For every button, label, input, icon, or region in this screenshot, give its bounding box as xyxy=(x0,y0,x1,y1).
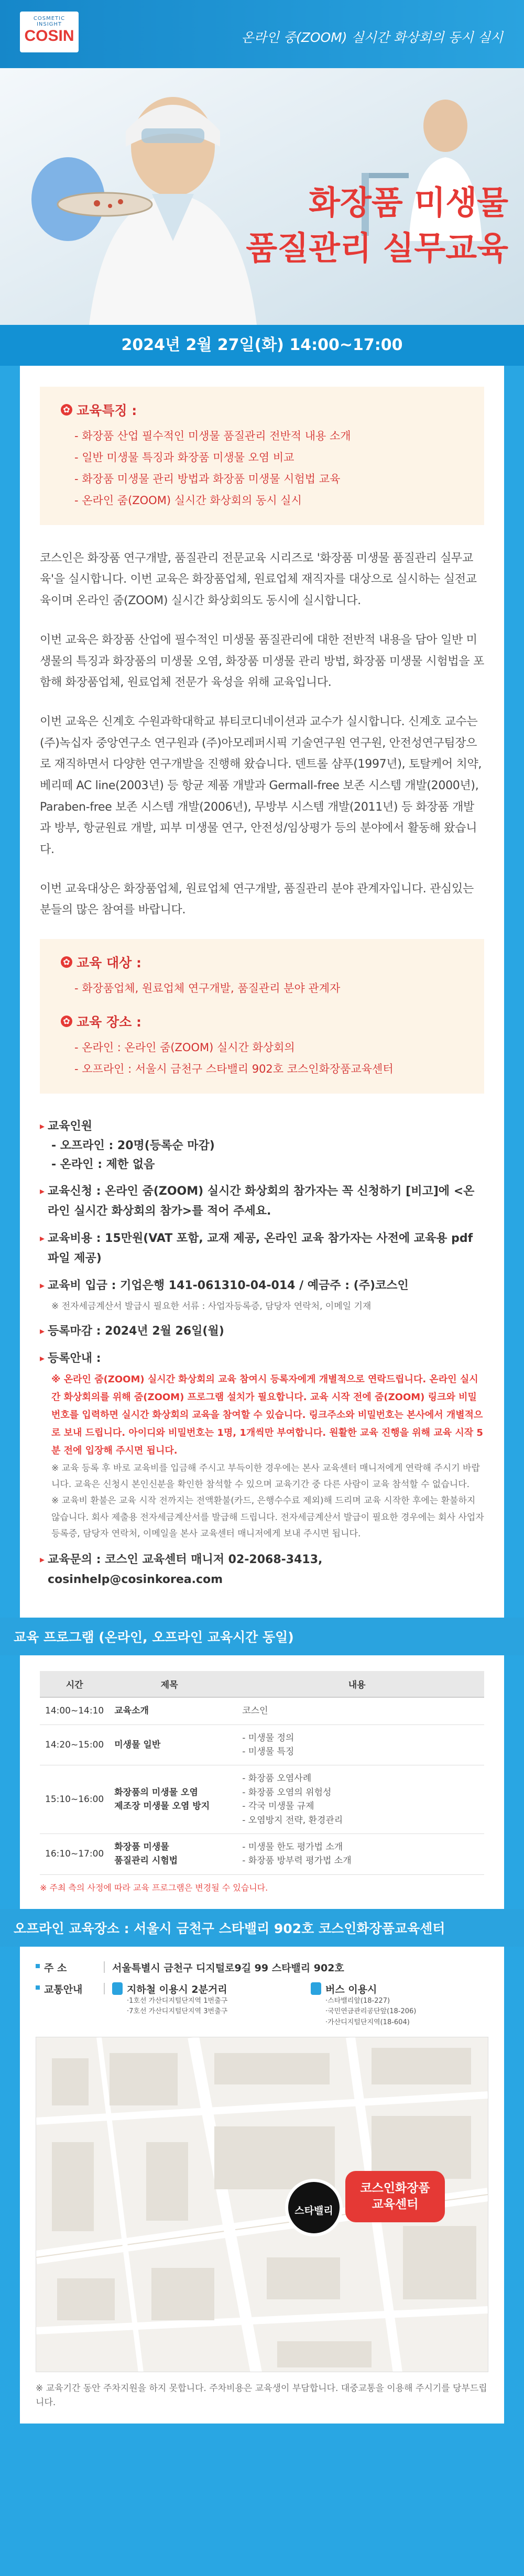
subway-icon xyxy=(112,1982,123,1995)
personnel-label: 교육인원 xyxy=(48,1119,93,1133)
features-box xyxy=(40,387,484,525)
row-content xyxy=(230,1724,484,1765)
bottom-padding xyxy=(20,2424,504,2439)
subway-title xyxy=(112,1982,290,1996)
hero-title-line2: 품질관리 실무교육 xyxy=(246,229,508,267)
location-wrap xyxy=(20,1947,504,2424)
row-time: 16:10~17:00 xyxy=(40,1833,109,1874)
bus-title-text: 버스 이용시 xyxy=(325,1983,377,1995)
flower-icon: ✿ xyxy=(61,1016,72,1027)
bus-icon xyxy=(311,1982,321,1995)
subway-info xyxy=(112,1982,290,2028)
hero-tagline: 온라인 중(ZOOM) 실시간 화상회의 동시 실시 xyxy=(241,30,503,45)
parking-note: ※ 교육기간 동안 주차지원을 하지 못합니다. 주차비용은 교육생이 부담합니다. 대중교통을 이용해 주시기를 당부드립니다. xyxy=(36,2383,487,2408)
features-title-text: 교육특징 : xyxy=(77,403,137,418)
instructor-paragraph: 이번 교육은 신계호 수원과학대학교 뷰티코디네이션과 교수가 실시합니다. 신계호 교수는 (주)녹십자 중앙연구소 연구원과 (주)아모레퍼시픽 기술연구원 연구원, 안전성연구팀장으로 재직하면서 다양한 연구개발을 진행해 왔습니다. 덴트롤 샴푸(1997년), 토탈케어 치약, 베리떼 AC line(2003년) 등 항균 제품 개발과 Germall-free 보존 시스템 개발(2000년), Paraben-free 보존 시스템 개발(2006년), 무방부 시스템 개발(2011년) 등 화장품 개발과 방부, 항균원료 개발, 피부 미생물 연구, 안전성/임상평가 등의 분야에서 활동해 왔습니다. xyxy=(40,715,482,856)
guide-row xyxy=(40,1349,484,1369)
account-note: ※ 전자세금계산서 발급시 필요한 서류 : 사업자등록증, 담당자 연락처, 이메일 기재 xyxy=(51,1301,372,1312)
table-row xyxy=(40,1833,484,1874)
transport-row xyxy=(36,1982,488,2028)
logo-main: COSIN xyxy=(24,27,74,45)
guide-gray-note: ※ 교육 등록 후 바로 교육비를 입금해 주시고 부득이한 경우에는 본사 교육센터 매니저에게 연락해 주시기 바랍니다. 교육은 신청시 본인신분을 확인한 참석할 수 있으며 교육기간 중 다른 사람이 교육 참석할 수 없습니다. xyxy=(51,1462,480,1490)
program-section-header: 교육 프로그램 (온라인, 오프라인 교육시간 동일) xyxy=(0,1618,524,1655)
intro-paragraph: 코스인은 화장품 연구개발, 품질관리 전문교육 시리즈로 '화장품 미생물 품질관리 실무교육'을 실시합니다. 이번 교육은 화장품업체, 원료업체 재직자를 대상으로 실시하는 실전교육이며 온라인 줌(ZOOM) 실시간 화상회의도 동시에 실시합니다. xyxy=(40,551,477,608)
bus-line: ·가산디지털단지역(18-604) xyxy=(325,2018,410,2027)
bus-info xyxy=(311,1982,488,2028)
feature-item: - 화장품 미생물 관리 방법과 화장품 미생물 시험법 교육 xyxy=(74,472,341,485)
account-row xyxy=(40,1276,484,1296)
flower-icon: ✿ xyxy=(61,956,72,968)
transport-label: 교통안내 xyxy=(36,1982,104,1996)
map-center-label: 코스인화장품 교육센터 xyxy=(345,2171,445,2222)
hero-banner xyxy=(0,0,524,325)
guide-gray-note: ※ 교육비 환불은 교육 시작 전까지는 전액환불(카드, 은행수수료 제외)해 드리며 교육 시작한 후에는 환불하지 않습니다. 회사 제출용 전자세금계산서를 발급해 드립니다. 전자세금계산서 발급이 필요한 경우에는 회사 사업자등록증, 담당자 연락처, 이메일을 본사 교육센터 매니저에게 보내 주시면 됩니다. xyxy=(51,1496,484,1540)
row-content-line: - 화장품 오염사례 xyxy=(242,1773,312,1784)
event-date-band: 2024년 2월 27일(화) 14:00~17:00 xyxy=(0,325,524,366)
personnel-item: - 온라인 : 제한 없음 xyxy=(51,1158,155,1172)
guide-label: 등록안내 : xyxy=(48,1351,101,1365)
divider xyxy=(104,1961,105,1973)
row-content xyxy=(230,1765,484,1833)
logo-sub: COSMETIC INSIGHT xyxy=(33,16,66,27)
row-content-line: - 화장품 방부력 평가법 소개 xyxy=(242,1855,352,1866)
hero-title-line1: 화장품 미생물 xyxy=(309,183,508,222)
hero-topbar xyxy=(0,0,524,68)
row-subject: 화장품의 미생물 오염 제조장 미생물 오염 방지 xyxy=(109,1765,230,1833)
fee-text: 교육비용 : 15만원(VAT 포함, 교재 제공, 온라인 교육 참가자는 사전에 교육용 pdf 파일 제공) xyxy=(48,1232,473,1265)
feature-item: - 일반 미생물 특징과 화장품 미생물 오염 비교 xyxy=(74,451,294,464)
row-content-line: - 미생물 한도 평가법 소개 xyxy=(242,1841,343,1852)
address-label: 주 소 xyxy=(36,1960,104,1974)
row-content-line: - 미생물 정의 xyxy=(242,1732,294,1743)
target-item: - 화장품업체, 원료업체 연구개발, 품질관리 분야 관계자 xyxy=(74,982,341,995)
target-venue-box xyxy=(40,939,484,1094)
row-content-line: - 각국 미생물 규제 xyxy=(242,1801,314,1812)
apply-text: 교육신청 : 온라인 줌(ZOOM) 실시간 화상회의 참가자는 꼭 신청하기 [비고]에 <온라인 실시간 화상회의 참가>를 적어 주세요. xyxy=(48,1185,475,1218)
deadline-text: 등록마감 : 2024년 2월 26일(월) xyxy=(48,1324,224,1338)
row-subject: 교육소개 xyxy=(109,1697,230,1724)
feature-item: - 온라인 줌(ZOOM) 실시간 화상회의 동시 실시 xyxy=(74,494,302,507)
divider xyxy=(104,1983,105,1994)
address-row xyxy=(36,1960,488,1974)
triangle-marker-icon: ▸ xyxy=(40,1233,45,1245)
row-time: 14:20~15:00 xyxy=(40,1724,109,1765)
apply-row xyxy=(40,1182,484,1221)
program-table xyxy=(40,1671,484,1874)
personnel-item: - 오프라인 : 20명(등록순 마감) xyxy=(51,1139,215,1152)
row-content xyxy=(230,1833,484,1874)
row-subject: 화장품 미생물 품질관리 시험법 xyxy=(109,1833,230,1874)
feature-item: - 화장품 산업 필수적인 미생물 품질관리 전반적 내용 소개 xyxy=(74,430,351,442)
target-title-text: 교육 대상 : xyxy=(77,955,142,971)
bus-line: ·국민연금관리공단앞(18-206) xyxy=(325,2007,417,2016)
column-header-subject: 제목 xyxy=(109,1671,230,1697)
program-table-wrap xyxy=(20,1655,504,1908)
transport-info xyxy=(112,1982,488,2028)
venue-item: - 오프라인 : 서울시 금천구 스타밸리 902호 코스인화장품교육센터 xyxy=(74,1062,394,1075)
row-content xyxy=(230,1697,484,1724)
map-starvalley-marker[interactable]: 스타밸리 xyxy=(285,2179,343,2236)
program-note: ※ 주최 측의 사정에 따라 교육 프로그램은 변경될 수 있습니다. xyxy=(40,1882,268,1893)
triangle-marker-icon: ▸ xyxy=(40,1186,45,1197)
inquiry-row xyxy=(40,1550,484,1590)
bus-title xyxy=(311,1982,488,1996)
column-header-time: 시간 xyxy=(40,1671,109,1697)
details-list xyxy=(40,1117,484,1590)
fee-row xyxy=(40,1229,484,1269)
cosin-logo[interactable] xyxy=(20,12,79,52)
deadline-row xyxy=(40,1322,484,1341)
target-title xyxy=(61,953,465,972)
features-title xyxy=(61,400,465,419)
table-header-row xyxy=(40,1671,484,1697)
venue-title xyxy=(61,1012,465,1031)
guide-red-note: ※ 온라인 줌(ZOOM) 실시간 화상회의 교육 참여시 등록자에게 개별적으로 연락드립니다. 온라인 실시간 화상회의를 위해 줌(ZOOM) 프로그램 설치가 필요합니다. 교육 시작 전에 줌(ZOOM) 링크와 비밀번호를 입력하면 실시간 화상회의 교육을 참여할 수 있습니다. 링크주소와 비밀번호는 본사에서 개별적으로 보내 드립니다. 아이디와 비밀번호는 1명, 1개씩만 부여합니다. 원활한 교육 진행을 위해 교육 시작 5분 전에 입장해 주시면 됩니다. xyxy=(51,1373,483,1457)
row-content-line: - 오염방지 전략, 환경관리 xyxy=(242,1815,343,1826)
location-section-header: 오프라인 교육장소 : 서울시 금천구 스타밸리 902호 코스인화장품교육센터 xyxy=(0,1909,524,1947)
bus-line: ·스타밸리앞(18-227) xyxy=(325,1996,390,2005)
row-content-line: - 화장품 오염의 위험성 xyxy=(242,1787,332,1798)
intro-paragraph: 이번 교육은 화장품 산업에 필수적인 미생물 품질관리에 대한 전반적 내용을 담아 일반 미생물의 특징과 화장품의 미생물 오염, 화장품 미생물 관리 방법, 화장품 미생물 시험법을 포함해 화장품업체, 원료업체 전문가 육성을 위해 교육입니다. xyxy=(40,633,484,690)
triangle-marker-icon: ▸ xyxy=(40,1325,45,1337)
subway-title-text: 지하철 이용시 2분거리 xyxy=(127,1983,227,1995)
row-time: 14:00~14:10 xyxy=(40,1697,109,1724)
personnel-row xyxy=(40,1117,484,1137)
subway-line: ·1호선 가산디지털단지역 1번출구 xyxy=(127,1996,228,2005)
info-panel xyxy=(20,366,504,1618)
account-text: 교육비 입금 : 기업은행 141-061310-04-014 / 예금주 : (주)코스인 xyxy=(48,1279,409,1292)
inquiry-text[interactable]: 교육문의 : 코스인 교육센터 매니저 02-2068-3413, cosinhelp@cosinkorea.com xyxy=(48,1553,323,1586)
triangle-marker-icon: ▸ xyxy=(40,1120,45,1132)
program-table-body xyxy=(40,1697,484,1874)
table-row xyxy=(40,1697,484,1724)
row-subject: 미생물 일반 xyxy=(109,1724,230,1765)
address-value: 서울특별시 금천구 디지털로9길 99 스타밸리 902호 xyxy=(112,1962,344,1974)
subway-line: ·7호선 가산디지털단지역 3번출구 xyxy=(127,2007,228,2016)
venue-title-text: 교육 장소 : xyxy=(77,1014,142,1030)
target-paragraph: 이번 교육대상은 화장품업체, 원료업체 연구개발, 품질관리 분야 관계자입니다. 관심있는 분들의 많은 참여를 바랍니다. xyxy=(40,882,474,917)
row-content-line: - 미생물 특징 xyxy=(242,1747,294,1758)
location-map[interactable] xyxy=(36,2037,488,2372)
column-header-content: 내용 xyxy=(230,1671,484,1697)
row-time: 15:10~16:00 xyxy=(40,1765,109,1833)
table-row xyxy=(40,1724,484,1765)
triangle-marker-icon: ▸ xyxy=(40,1280,45,1291)
triangle-marker-icon: ▸ xyxy=(40,1352,45,1364)
table-row xyxy=(40,1765,484,1833)
flower-icon: ✿ xyxy=(61,404,72,416)
venue-item: - 온라인 : 온라인 줌(ZOOM) 실시간 화상회의 xyxy=(74,1041,295,1054)
triangle-marker-icon: ▸ xyxy=(40,1554,45,1565)
row-content-line: 코스인 xyxy=(242,1706,268,1717)
